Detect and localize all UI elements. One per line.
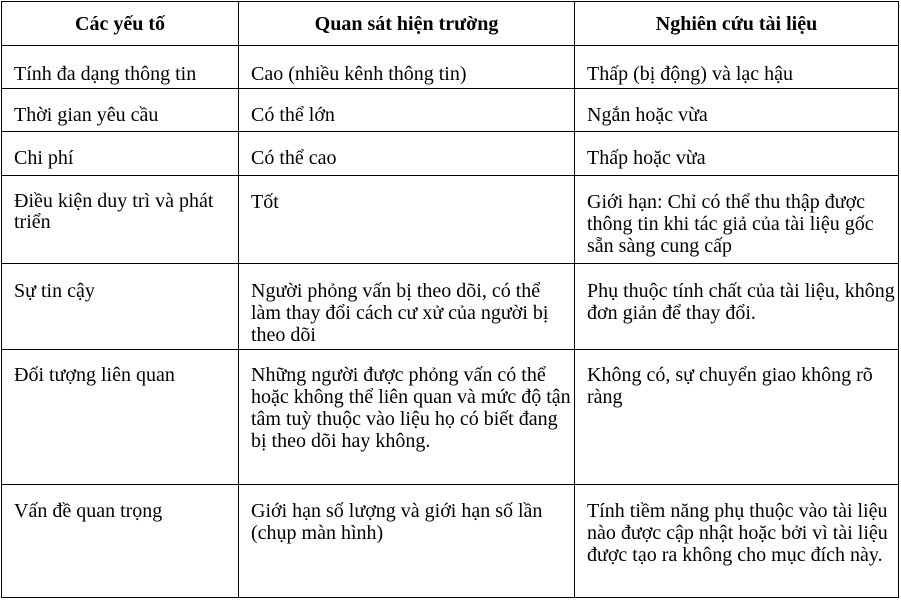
header-document-research: Nghiên cứu tài liệu [575, 2, 899, 46]
table-row [2, 485, 899, 598]
row-research-cell: Giới hạn: Chỉ có thể thu thập được thông tin khi tác giả của tài liệu gốc sẵn sàng cung cấp [575, 176, 899, 264]
row-factor-cell: Tính đa dạng thông tin [2, 46, 239, 89]
table-row [2, 46, 899, 89]
row-factor-cell: Vấn đề quan trọng [2, 485, 239, 598]
table-row [2, 264, 899, 350]
row-research-cell: Không có, sự chuyển giao không rõ ràng [575, 350, 899, 485]
row-research-cell: Thấp (bị động) và lạc hậu [575, 46, 899, 89]
row-observation-cell: Giới hạn số lượng và giới hạn số lần (chụp màn hình) [239, 485, 575, 598]
row-research-cell: Ngắn hoặc vừa [575, 89, 899, 132]
row-observation-cell: Những người được phỏng vấn có thể hoặc không thể liên quan và mức độ tận tâm tuỳ thuộc vào liệu họ có biết đang bị theo dõi hay không. [239, 350, 575, 485]
comparison-table [1, 1, 899, 598]
row-observation-cell: Cao (nhiều kênh thông tin) [239, 46, 575, 89]
row-factor-cell: Sự tin cậy [2, 264, 239, 350]
header-factors: Các yếu tố [2, 2, 239, 46]
table-row [2, 132, 899, 176]
table-row [2, 89, 899, 132]
header-field-observation: Quan sát hiện trường [239, 2, 575, 46]
row-research-cell: Phụ thuộc tính chất của tài liệu, không đơn giản để thay đổi. [575, 264, 899, 350]
row-factor-cell: Đối tượng liên quan [2, 350, 239, 485]
table-row [2, 350, 899, 485]
row-observation-cell: Có thể lớn [239, 89, 575, 132]
table-header-row [2, 2, 899, 46]
row-observation-cell: Có thể cao [239, 132, 575, 176]
row-observation-cell: Tốt [239, 176, 575, 264]
row-factor-cell: Chi phí [2, 132, 239, 176]
row-factor-cell: Thời gian yêu cầu [2, 89, 239, 132]
row-observation-cell: Người phỏng vấn bị theo dõi, có thể làm thay đổi cách cư xử của người bị theo dõi [239, 264, 575, 350]
row-factor-cell: Điều kiện duy trì và phát triển [2, 176, 239, 264]
table-row [2, 176, 899, 264]
row-research-cell: Thấp hoặc vừa [575, 132, 899, 176]
row-research-cell: Tính tiềm năng phụ thuộc vào tài liệu nào được cập nhật hoặc bởi vì tài liệu được tạo ra không cho mục đích này. [575, 485, 899, 598]
